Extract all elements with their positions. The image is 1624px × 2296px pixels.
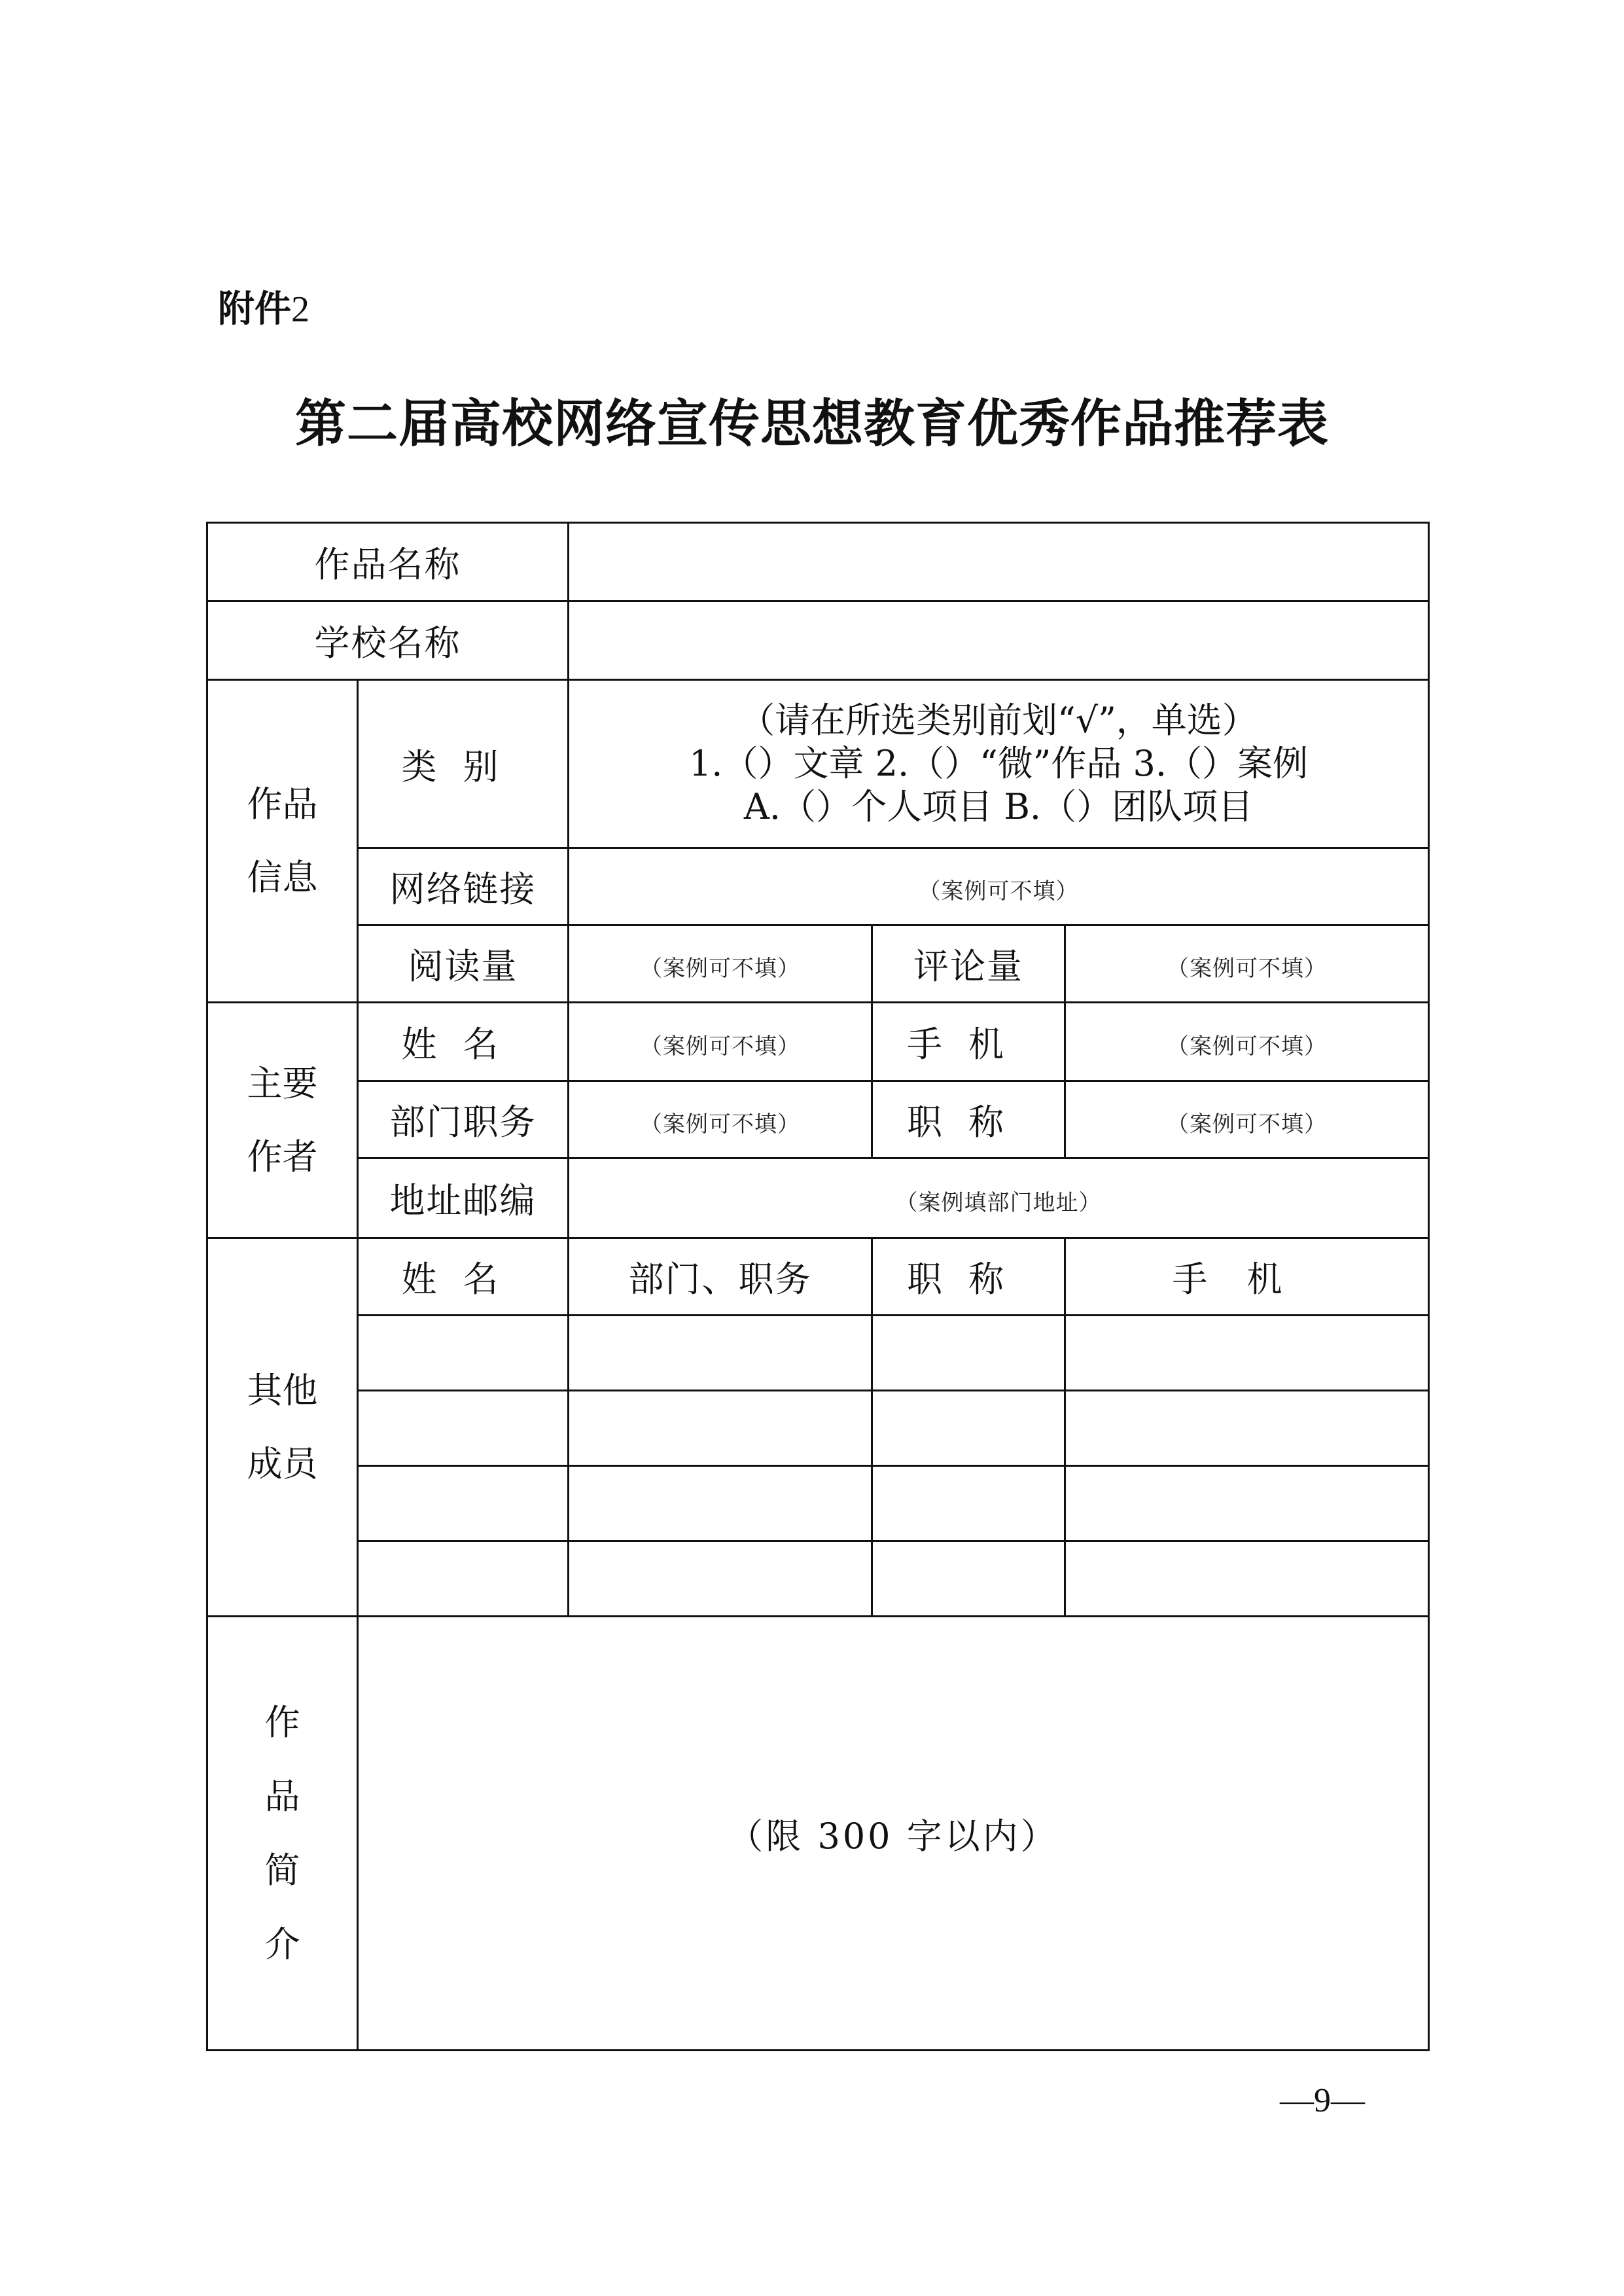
comments-hint: （案例可不填） <box>1167 956 1327 982</box>
dept-label: 部门职务 <box>358 1081 569 1158</box>
member-name-cell[interactable] <box>358 1391 569 1466</box>
member-rank-cell[interactable] <box>872 1466 1065 1541</box>
school-name-label: 学校名称 <box>207 601 569 680</box>
link-field[interactable] <box>569 848 1429 925</box>
table-row <box>207 1316 1429 1391</box>
category-options-team: A.（）个人项目 B.（）团队项目 <box>743 786 1254 827</box>
name-hint: （案例可不填） <box>640 1033 800 1060</box>
category-field[interactable] <box>569 680 1429 848</box>
reads-hint: （案例可不填） <box>640 956 800 982</box>
member-name-cell[interactable] <box>358 1541 569 1617</box>
member-name-cell[interactable] <box>358 1466 569 1541</box>
category-label: 类别 <box>358 680 569 848</box>
dept-hint: （案例可不填） <box>640 1111 800 1138</box>
member-name-cell[interactable] <box>358 1316 569 1391</box>
address-label: 地址邮编 <box>358 1158 569 1238</box>
page-number: —9— <box>1280 2082 1365 2119</box>
member-dept-cell[interactable] <box>569 1316 872 1391</box>
address-row <box>207 1158 1429 1238</box>
stats-row <box>207 925 1429 1003</box>
work-name-row <box>207 523 1429 601</box>
dept-field[interactable] <box>569 1081 872 1158</box>
member-phone-cell[interactable] <box>1065 1541 1429 1617</box>
table-row <box>207 1541 1429 1617</box>
member-phone-cell[interactable] <box>1065 1466 1429 1541</box>
others-rank-header: 职称 <box>872 1238 1065 1316</box>
phone-field[interactable] <box>1065 1003 1429 1081</box>
member-dept-cell[interactable] <box>569 1391 872 1466</box>
phone-hint: （案例可不填） <box>1167 1033 1327 1060</box>
comments-label: 评论量 <box>872 925 1065 1003</box>
name-field[interactable] <box>569 1003 872 1081</box>
table-row <box>207 1466 1429 1541</box>
link-row <box>207 848 1429 925</box>
recommendation-form <box>206 522 1430 2051</box>
member-phone-cell[interactable] <box>1065 1316 1429 1391</box>
intro-hint: （限 300 字以内） <box>728 1815 1059 1857</box>
member-rank-cell[interactable] <box>872 1541 1065 1617</box>
rank-hint: （案例可不填） <box>1167 1111 1327 1138</box>
school-name-row <box>207 601 1429 680</box>
link-label: 网络链接 <box>358 848 569 925</box>
author-dept-row <box>207 1081 1429 1158</box>
intro-field[interactable] <box>358 1617 1429 2051</box>
address-field[interactable] <box>569 1158 1429 1238</box>
link-hint: （案例可不填） <box>918 878 1079 905</box>
reads-label: 阅读量 <box>358 925 569 1003</box>
member-dept-cell[interactable] <box>569 1541 872 1617</box>
reads-field[interactable] <box>569 925 872 1003</box>
intro-label: 作 品 简 介 <box>207 1617 358 2051</box>
others-dept-header: 部门、职务 <box>569 1238 872 1316</box>
others-phone-header: 手机 <box>1065 1238 1429 1316</box>
name-label: 姓名 <box>358 1003 569 1081</box>
author-name-row <box>207 1003 1429 1081</box>
member-phone-cell[interactable] <box>1065 1391 1429 1466</box>
member-rank-cell[interactable] <box>872 1316 1065 1391</box>
others-name-header: 姓名 <box>358 1238 569 1316</box>
rank-label: 职称 <box>872 1081 1065 1158</box>
others-group-label: 其他 成员 <box>207 1238 358 1617</box>
page-title: 第二届高校网络宣传思想教育优秀作品推荐表 <box>294 394 1329 454</box>
member-dept-cell[interactable] <box>569 1466 872 1541</box>
category-row <box>207 680 1429 848</box>
main-author-group-label: 主要 作者 <box>207 1003 358 1238</box>
member-rank-cell[interactable] <box>872 1391 1065 1466</box>
address-hint: （案例填部门地址） <box>895 1190 1102 1216</box>
work-info-group-label: 作品 信息 <box>207 680 358 1003</box>
work-name-label: 作品名称 <box>207 523 569 601</box>
category-options-type: 1.（）文章 2.（）“微”作品 3.（）案例 <box>688 743 1309 784</box>
work-name-field[interactable] <box>569 523 1429 601</box>
others-header-row <box>207 1238 1429 1316</box>
intro-row <box>207 1617 1429 2051</box>
school-name-field[interactable] <box>569 601 1429 680</box>
table-row <box>207 1391 1429 1466</box>
category-instruction: （请在所选类别前划“√”，单选） <box>739 700 1258 741</box>
rank-field[interactable] <box>1065 1081 1429 1158</box>
comments-field[interactable] <box>1065 925 1429 1003</box>
phone-label: 手机 <box>872 1003 1065 1081</box>
attachment-label: 附件2 <box>218 288 309 331</box>
